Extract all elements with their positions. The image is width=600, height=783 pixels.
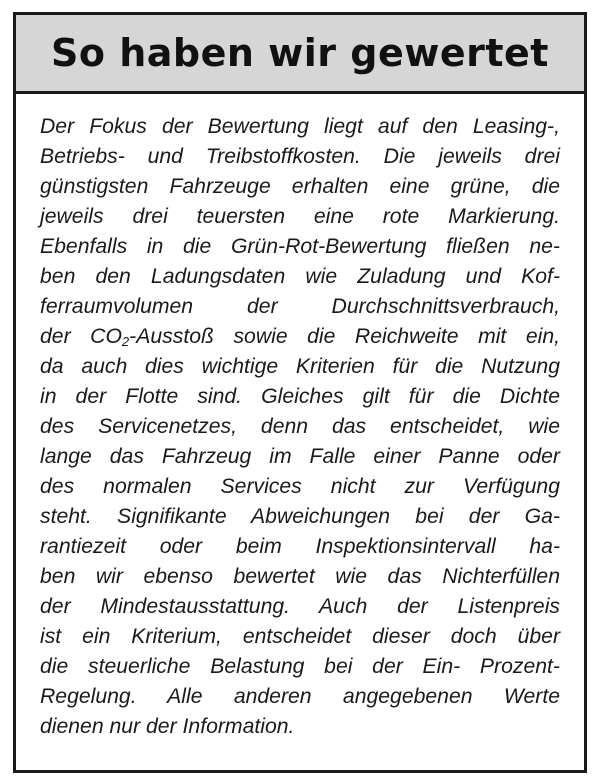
body-line: ben wir ebenso bewertet wie das Nichterfüllen — [40, 565, 560, 588]
co2-text-after: -Ausstoß sowie die Reichweite mit ein, — [129, 325, 560, 348]
body-line: Ebenfalls in die Grün-Rot-Bewertung fließen ne- — [40, 235, 560, 258]
body-line: ben den Ladungsdaten wie Zuladung und Kof- — [40, 265, 560, 288]
co2-text-before: der CO — [40, 325, 122, 348]
co2-subscript: 2 — [121, 334, 130, 349]
info-box-body — [16, 94, 584, 742]
body-line: die steuerliche Belastung bei der Ein- Prozent- — [40, 655, 560, 678]
body-line: der Mindestausstattung. Auch der Listenpreis — [40, 595, 560, 618]
info-box-header — [16, 15, 584, 94]
body-line: des normalen Services nicht zur Verfügung — [40, 475, 560, 498]
info-box — [13, 12, 587, 773]
body-line: da auch dies wichtige Kriterien für die Nutzung — [40, 355, 560, 378]
body-line: günstigsten Fahrzeuge erhalten eine grüne, die — [40, 175, 560, 198]
body-line: ist ein Kriterium, entscheidet dieser doch über — [40, 625, 560, 648]
body-line: in der Flotte sind. Gleiches gilt für die Dichte — [40, 385, 560, 408]
body-line: Der Fokus der Bewertung liegt auf den Leasing-, — [40, 115, 560, 138]
body-line-co2 — [40, 322, 560, 352]
body-line: rantiezeit oder beim Inspektionsintervall ha- — [40, 535, 560, 558]
body-line: jeweils drei teuersten eine rote Markierung. — [40, 205, 560, 228]
info-box-title: So haben wir gewertet — [51, 31, 549, 75]
body-line: ferraumvolumen der Durchschnittsverbrauch, — [40, 295, 560, 318]
body-line: Regelung. Alle anderen angegebenen Werte — [40, 685, 560, 708]
body-line: des Servicenetzes, denn das entscheidet, wie — [40, 415, 560, 438]
body-line: lange das Fahrzeug im Falle einer Panne oder — [40, 445, 560, 468]
body-line: steht. Signifikante Abweichungen bei der Ga- — [40, 505, 560, 528]
body-line-last: dienen nur der Information. — [40, 715, 295, 738]
body-line: Betriebs- und Treibstoffkosten. Die jeweils drei — [40, 145, 560, 168]
